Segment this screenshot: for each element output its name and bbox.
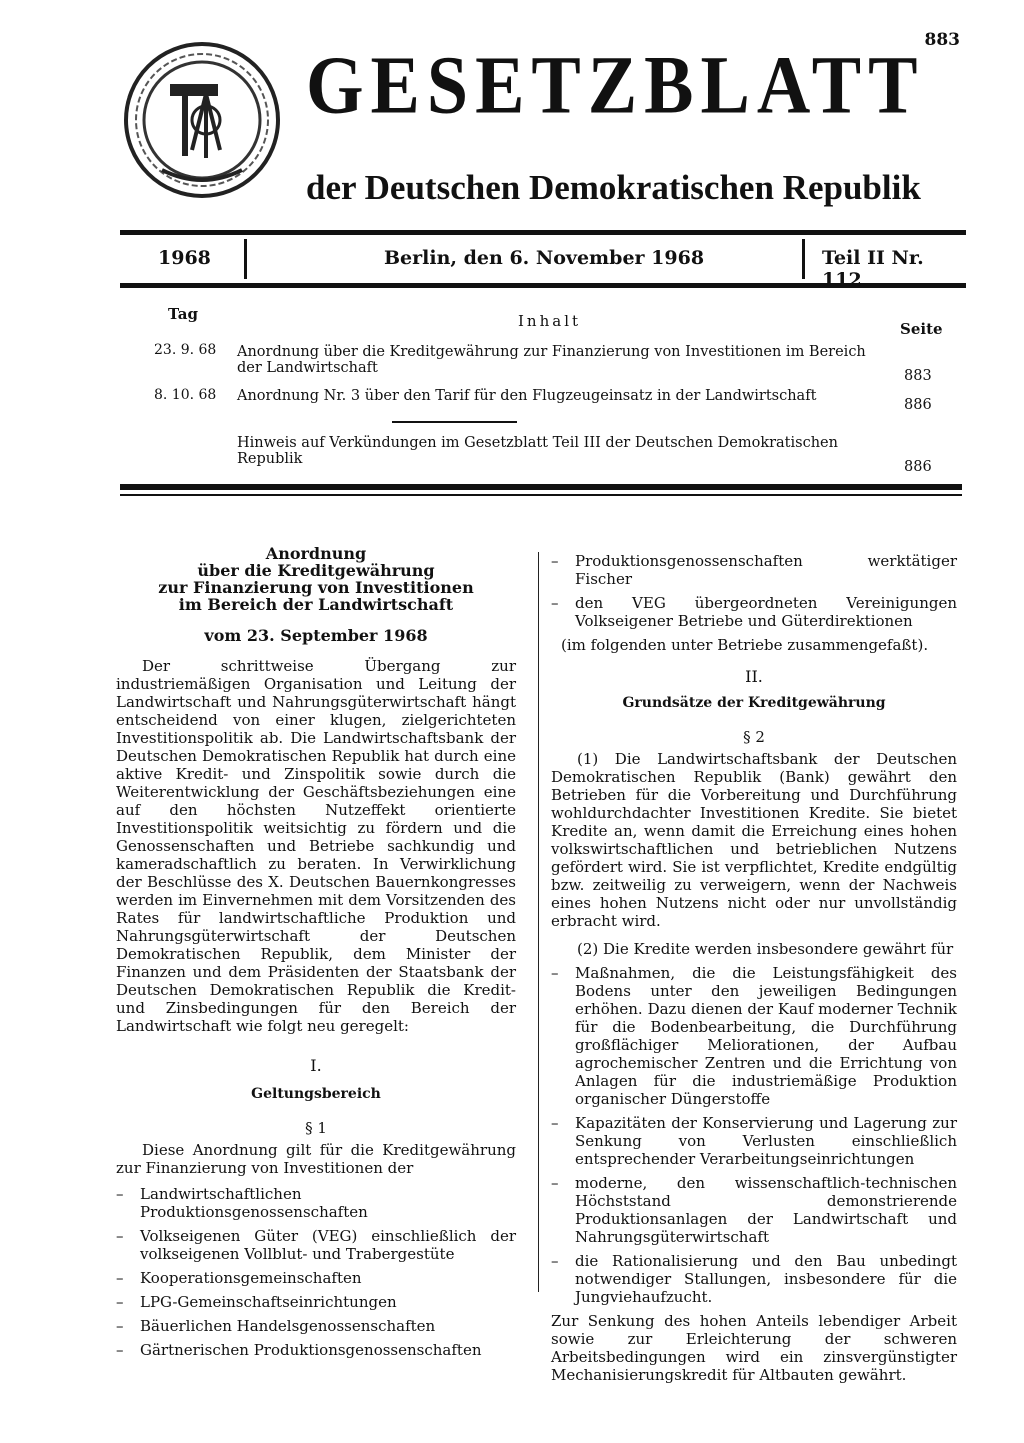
toc-entry-date: 8. 10. 68 [154, 387, 217, 403]
ordinance-title-line: im Bereich der Landwirtschaft [178, 595, 454, 614]
list-item: – Maßnahmen, die die Leistungsfähigkeit des Bodens unter den jeweiligen Bedingungen erhöhen. Dazu dienen der Kauf moderner Technik für die Bodenbearbeitung, die Durchführung großflächiger Meliorationen, der Aufbau agrochemischer Zentren und die Errichtung von Anlagen für die industriemäßige Produktion organischer Düngerstoffe [551, 964, 957, 1108]
list-item: – die Rationalisierung und den Bau unbedingt notwendiger Stallungen, insbesondere für die Jungviehaufzucht. [551, 1252, 957, 1306]
column-divider [538, 552, 539, 1292]
paragraph-text: (2) Die Kredite werden insbesondere gewährt für [577, 940, 954, 958]
issue-date: Berlin, den 6. November 1968 [384, 247, 705, 269]
list-item: – Kapazitäten der Konservierung und Lagerung zur Senkung von Verlusten einschließlich entsprechender Verarbeitungseinrichtungen [551, 1114, 957, 1168]
toc-entry-text: Hinweis auf Verkündungen im Gesetzblatt Teil III der Deutschen Demokratischen Republik [237, 435, 838, 467]
left-column [116, 545, 516, 1365]
paragraph-sign: § 2 [743, 728, 765, 746]
content-rule [120, 484, 962, 490]
list-item: – Kooperationsgemeinschaften [116, 1269, 516, 1287]
issue-year: 1968 [158, 247, 211, 269]
masthead-subtitle: der Deutschen Demokratischen Republik [306, 168, 921, 207]
list-item: – Gärtnerischen Produktionsgenossenschaften [116, 1341, 516, 1359]
page-number: 883 [924, 30, 960, 50]
toc-entry-text: Anordnung Nr. 3 über den Tarif für den Flugzeugeinsatz in der Landwirtschaft [237, 388, 817, 404]
toc-page-header: Seite [900, 320, 943, 338]
list-item: – moderne, den wissenschaftlich-technischen Höchststand demonstrierende Produktionsanlagen der Landwirtschaft und Nahrungsgüterwirtschaft [551, 1174, 957, 1246]
preamble: Der schrittweise Übergang zur industriemäßigen Organisation und Leitung der Landwirtschaft und Nahrungsgüterwirtschaft hängt entscheidend von einer klugen, zielgerichteten Investitionspolitik ab. Die Landwirtschaftsbank der Deutschen Demokratischen Republik hat durch eine aktive Kredit- und Zinspolitik sowie durch die Weiterentwicklung der Geschäftsbeziehungen eine auf den höchsten Nutzeffekt orientierte Investitionspolitik weitsichtig zu fördern und die Genossenschaften und Betriebe sachkundig und kameradschaftlich zu beraten. In Verwirklichung der Beschlüsse des X. Deutschen Bauernkongresses werden im Einvernehmen mit dem Vorsitzenden des Rates für landwirtschaftliche Produktion und Nahrungsgüterwirtschaft der Deutschen Demokratischen Republik, dem Minister der Finanzen und dem Präsidenten der Staatsbank der Deutschen Demokratischen Republik die Kredit- und Zinsbedingungen für den Bereich der Landwirtschaft wie folgt neu geregelt: [116, 657, 516, 1035]
toc-entry-page: 883 [904, 368, 932, 384]
paragraph-text: (1) Die Landwirtschaftsbank der Deutschen Demokratischen Republik (Bank) gewährt den Betrieben für die Vorbereitung und Durchführung wohldurchdachter Investitionen Kredite. Sie bietet Kredite an, wenn damit die Erreichung eines hohen volkswirtschaftlichen und betrieblichen Nutzens gefördert wird. Sie ist verpflichtet, Kredite endgültig bzw. zeitweilig zu verweigern, wenn der Nachweis eines hohen Nutzens nicht oder nur unvollständig erbracht wird. [551, 750, 957, 930]
state-emblem-icon [122, 40, 282, 200]
continuation-note: (im folgenden unter Betriebe zusammengefaßt). [561, 636, 929, 654]
ordinance-date: vom 23. September 1968 [204, 626, 428, 645]
issue-bar [120, 230, 966, 291]
list-item: – LPG-Gemeinschaftseinrichtungen [116, 1293, 516, 1311]
list-item: – den VEG übergeordneten Vereinigungen Volkseigener Betriebe und Güterdirektionen [551, 594, 957, 630]
section-numeral: I. [310, 1056, 322, 1075]
toc-content-header: Inhalt [518, 312, 582, 330]
list-item: – Volkseigenen Güter (VEG) einschließlich der volkseigenen Vollblut- und Trabergestüte [116, 1227, 516, 1263]
paragraph-sign: § 1 [305, 1119, 327, 1137]
masthead-title: GESETZBLATT [306, 39, 925, 132]
paragraph-text: Diese Anordnung gilt für die Kreditgewährung zur Finanzierung von Investitionen der [116, 1141, 516, 1177]
paragraph-text: Zur Senkung des hohen Anteils lebendiger Arbeit sowie zur Erleichterung der schweren Arbeitsbedingungen wird ein zinsvergünstigter Mechanisierungskredit für Altbauten gewährt. [551, 1312, 957, 1384]
toc-entry-page: 886 [904, 459, 932, 475]
right-column [551, 552, 957, 1384]
ordinance-title-line: zur Finanzierung von Investitionen [158, 578, 474, 597]
section-numeral: II. [745, 667, 763, 686]
list-item: – Landwirtschaftlichen Produktionsgenossenschaften [116, 1185, 516, 1221]
toc-entry-text: Anordnung über die Kreditgewährung zur Finanzierung von Investitionen im Bereich der Landwirtschaft [237, 344, 866, 376]
ordinance-title [116, 545, 516, 613]
content-rule-thin [120, 494, 962, 496]
ordinance-title-line: Anordnung [265, 544, 367, 563]
toc-entry-page: 886 [904, 397, 932, 413]
toc-entry-date: 23. 9. 68 [154, 342, 217, 358]
list-item: – Produktionsgenossenschaften werktätiger Fischer [551, 552, 957, 588]
toc-divider [392, 421, 517, 423]
list-item: – Bäuerlichen Handelsgenossenschaften [116, 1317, 516, 1335]
section-title: Geltungsbereich [251, 1086, 381, 1102]
ordinance-title-line: über die Kreditgewährung [197, 561, 435, 580]
toc-day-header: Tag [168, 305, 198, 323]
section-title: Grundsätze der Kreditgewährung [622, 695, 886, 711]
issue-part: Teil II Nr. 112 [822, 247, 924, 291]
